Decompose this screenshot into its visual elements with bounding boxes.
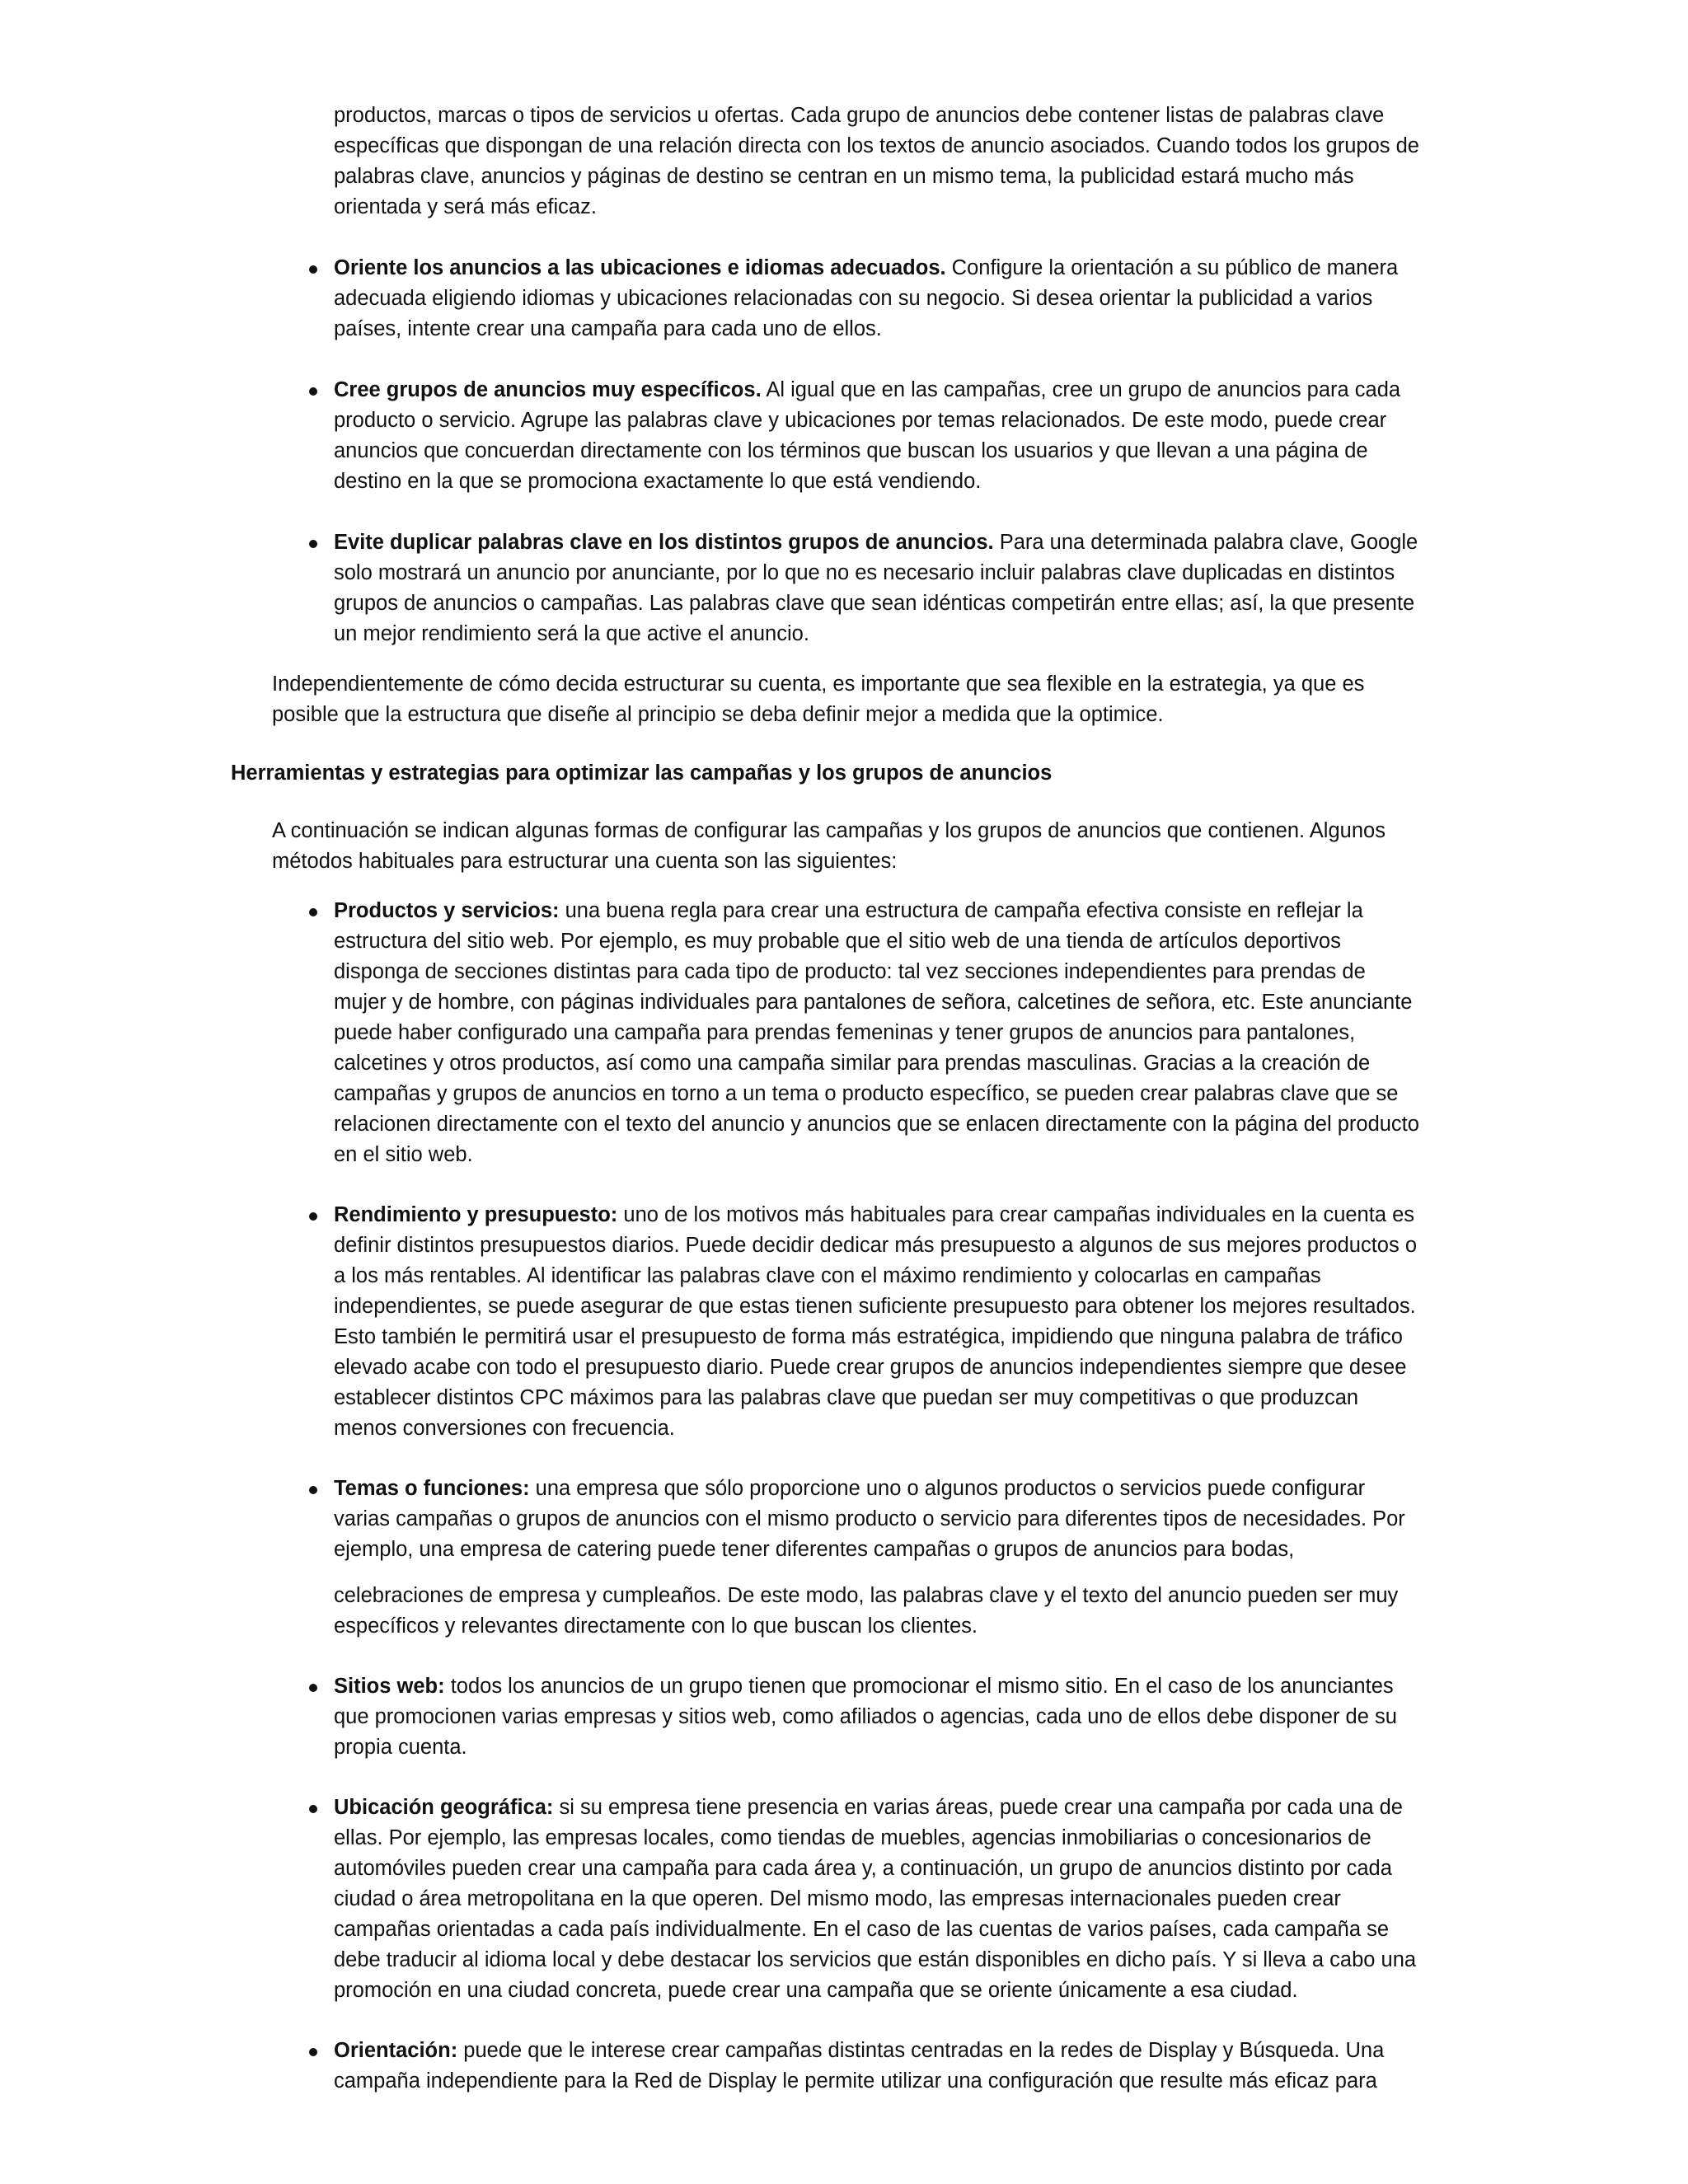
list-item-text [334, 375, 1422, 497]
list-item-body: todos los anuncios de un grupo tienen que promocionar el mismo sitio. En el caso de los anunciantes que promocionen varias empresas y sitios web, como afiliados o agencias, cada uno de ellos debe disponer de su propia cuenta. [334, 1675, 1397, 1759]
list-item-body: puede que le interese crear campañas distintas centradas en la redes de Display y Búsqueda. Una campaña independiente para la Red de Display le permite utilizar una configuración que resulte más eficaz para [334, 2039, 1385, 2093]
list-item [334, 1671, 1422, 1763]
list-item-body: si su empresa tiene presencia en varias áreas, puede crear una campaña por cada una de ellas. Por ejemplo, las empresas locales, como tiendas de muebles, agencias inmobiliarias o concesionarios de automóviles pueden crear una campaña para cada área y, a continuación, un grupo de anuncios distinto por cada ciudad o área metropolitana en la que operen. Del mismo modo, las empresas internacionales pueden crear campañas orientadas a cada país individualmente. En el caso de las cuentas de varios países, cada campaña se debe traducir al idioma local y debe destacar los servicios que están disponibles en dicho país. Y si lleva a cabo una promoción en una ciudad concreta, puede crear una campaña que se oriente únicamente a esa ciudad. [334, 1796, 1417, 2002]
bullet-dot-icon [309, 265, 317, 274]
list-item-body: Para una determinada palabra clave, Google solo mostrará un anuncio por anunciante, por lo que no es necesario incluir palabras clave duplicadas en distintos grupos de anuncios o campañas. Las palabras clave que sean idénticas competirán entre ellas; así, la que presente un mejor rendimiento será la que active el anuncio. [334, 531, 1418, 645]
bullet-dot-icon [309, 387, 317, 396]
bullet-dot-icon [309, 1486, 317, 1494]
list-item-title: Oriente los anuncios a las ubicaciones e idiomas adecuados. [334, 256, 946, 279]
list-item-body: una empresa que sólo proporcione uno o algunos productos o servicios puede configurar varias campañas o grupos de anuncios con el mismo producto o servicio para diferentes tipos de necesidades. Por ejemplo, una empresa de catering puede tener diferentes campañas o grupos de anuncios para bodas, [334, 1477, 1405, 1561]
list-item [334, 1793, 1422, 2006]
continuation-paragraph: productos, marcas o tipos de servicios u ofertas. Cada grupo de anuncios debe contener listas de palabras clave específicas que dispongan de una relación directa con los textos de anuncio asociados. Cuando todos los grupos de palabras clave, anuncios y páginas de destino se centran en un mismo tema, la publicidad estará mucho más orientada y será más eficaz. [334, 104, 1419, 218]
bullet-dot-icon [309, 2048, 317, 2056]
list-item-text [334, 896, 1422, 1170]
list-item [334, 896, 1422, 1170]
list-item-title: Rendimiento y presupuesto: [334, 1203, 618, 1226]
list-item-body: Configure la orientación a su público de manera adecuada eligiendo idiomas y ubicaciones relacionadas con su negocio. Si desea orientar la publicidad a varios países, intente crear una campaña para cada uno de ellos. [334, 256, 1399, 340]
flexibility-paragraph: Independientemente de cómo decida estructurar su cuenta, es importante que sea flexible en la estrategia, ya que es posible que la estructura que diseñe al principio se deba definir mejor a medida que la optimice. [272, 673, 1365, 726]
list-item [334, 2036, 1422, 2097]
list-item [334, 375, 1422, 497]
list-item-text [334, 527, 1422, 649]
list-item-title: Orientación: [334, 2039, 458, 2062]
list-item-body: Al igual que en las campañas, cree un grupo de anuncios para cada producto o servicio. Agrupe las palabras clave y ubicaciones por temas relacionados. De este modo, puede crear anuncios que concuerdan directamente con los términos que buscan los usuarios y que llevan a una página de destino en la que se promociona exactamente lo que está vendiendo. [334, 378, 1401, 493]
list-item-text [334, 1474, 1422, 1565]
list-item [334, 527, 1422, 649]
bullet-dot-icon [309, 1684, 317, 1692]
list-item [334, 1200, 1422, 1444]
list-item-text [334, 1671, 1422, 1763]
list-item-title: Sitios web: [334, 1675, 445, 1698]
list-item-text [334, 1793, 1422, 2006]
bullet-dot-icon [309, 1212, 317, 1221]
list-item-text [334, 2036, 1422, 2097]
bullet-dot-icon [309, 908, 317, 916]
list-item-body: una buena regla para crear una estructura de campaña efectiva consiste en reflejar la estructura del sitio web. Por ejemplo, es muy probable que el sitio web de una tienda de artículos deportivos disponga de secciones distintas para cada tipo de producto: tal vez secciones independientes para prendas de mujer y de hombre, con páginas individuales para pantalones de señora, calcetines de señora, etc. Este anunciante puede haber configurado una campaña para prendas femeninas y tener grupos de anuncios para pantalones, calcetines y otros productos, así como una campaña similar para prendas masculinas. Gracias a la creación de campañas y grupos de anuncios en torno a un tema o producto específico, se pueden crear palabras clave que se relacionen directamente con el texto del anuncio y anuncios que se enlacen directamente con la página del producto en el sitio web. [334, 899, 1419, 1166]
list-item-title: Ubicación geográfica: [334, 1796, 554, 1819]
list-item [334, 1474, 1422, 1565]
list-item-title: Productos y servicios: [334, 899, 560, 922]
list-item-title: Evite duplicar palabras clave en los distintos grupos de anuncios. [334, 531, 994, 554]
intro-paragraph: A continuación se indican algunas formas de configurar las campañas y los grupos de anuncios que contienen. Algunos métodos habituales para estructurar una cuenta son las siguientes: [272, 819, 1386, 873]
list-item [334, 253, 1422, 344]
list-item-title: Cree grupos de anuncios muy específicos. [334, 378, 762, 401]
section-heading: Herramientas y estrategias para optimizar las campañas y los grupos de anuncios [231, 762, 1053, 785]
list-item-continuation: celebraciones de empresa y cumpleaños. De este modo, las palabras clave y el texto del anuncio pueden ser muy específicos y relevantes directamente con lo que buscan los clientes. [334, 1584, 1399, 1638]
list-item-body: uno de los motivos más habituales para crear campañas individuales en la cuenta es definir distintos presupuestos diarios. Puede decidir dedicar más presupuesto a algunos de sus mejores productos o a los más rentables. Al identificar las palabras clave con el máximo rendimiento y colocarlas en campañas independientes, se puede asegurar de que estas tienen suficiente presupuesto para obtener los mejores resultados. Esto también le permitirá usar el presupuesto de forma más estratégica, impidiendo que ninguna palabra de tráfico elevado acabe con todo el presupuesto diario. Puede crear grupos de anuncios independientes siempre que desee establecer distintos CPC máximos para las palabras clave que puedan ser muy competitivas o que produzcan menos conversiones con frecuencia. [334, 1203, 1417, 1440]
list-item-text [334, 1200, 1422, 1444]
list-item-text [334, 253, 1422, 344]
list-item-title: Temas o funciones: [334, 1477, 530, 1500]
bullet-dot-icon [309, 540, 317, 548]
bullet-dot-icon [309, 1805, 317, 1813]
